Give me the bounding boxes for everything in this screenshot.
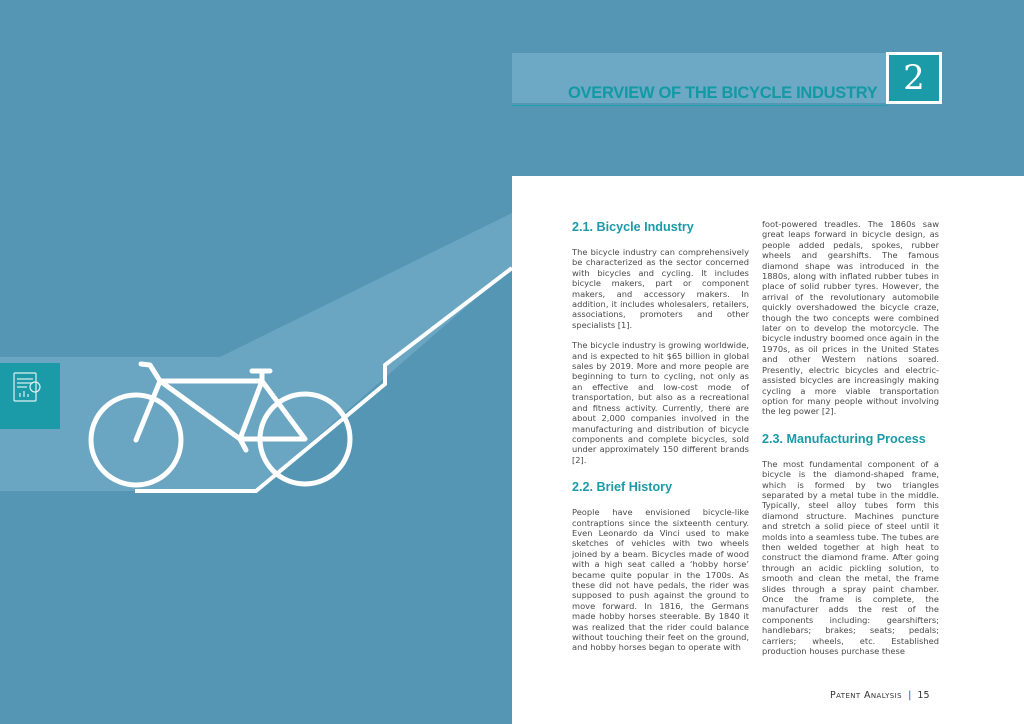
paragraph: foot-powered treadles. The 1860s saw great leaps forward in bicycle design, as people added pedals, spokes, rubber wheels and gearshifts. The famous diamond shape was introduced in the 1880s, along with inflated rubber tubes in place of solid rubber tyres. However, the arrival of the revolutionary automobile quickly overshadowed the bicycle craze, though the two concepts were combined later on to develop the motorcycle. The bicycle industry boomed once again in the 1970s, as oil prices in the United States and other Western nations soared. Presently, electric bicycles and electric-assisted bicycles are increasingly making cycling a more viable transportation option for many people without involving the leg power [2]. [762, 219, 939, 417]
section-heading-manufacturing-process: 2.3. Manufacturing Process [762, 431, 926, 446]
footer-separator: | [907, 690, 912, 701]
paragraph: The most fundamental component of a bicycle is the diamond-shaped frame, which is formed by two triangles separated by a metal tube in the middle. Typically, steel alloy tubes form this diamond structure. Machines puncture and stretch a solid piece of steel until it molds into a seamless tube. The tubes are then welded together at high heat to construct the diamond frame. After going through an acidic pickling solution, to smooth and clean the metal, the frame slides through a spray paint chamber. Once the frame is complete, the manufacturer adds the rest of the components including: gearshifters; handlebars; brakes; seats; pedals; carriers; wheels, etc. Established production houses purchase these [762, 458, 939, 657]
footer-label: Patent Analysis [830, 690, 902, 701]
chapter-title-rule [512, 105, 887, 106]
chapter-number-badge: 2 [886, 52, 942, 104]
text-column-right [762, 219, 939, 666]
paragraph: People have envisioned bicycle-like contraptions since the sixteenth century. Even Leonardo da Vinci used to make sketches of vehicles with two wheels joined by a beam. Bicycles made of wood with a high seat called a ‘hobby horse’ became quite popular in the 1700s. As these did not have pedals, the rider was supposed to push against the ground to move forward. In 1816, the Germans made hobby horses steerable. By 1840 it was realized that the rider could balance without touching their feet on the ground, and hobby horses began to operate with [572, 507, 749, 653]
page-footer [830, 690, 930, 701]
section-heading-brief-history: 2.2. Brief History [572, 480, 673, 495]
page-number: 15 [917, 690, 930, 701]
road-band [0, 213, 512, 491]
paragraph: The bicycle industry can comprehensively be characterized as the sector concerned with bicycles and cycling. It includes bicycle makers, part or component makers, and accessory makers. In addition, it includes wholesalers, retailers, associations, promoters and other specialists [1]. [572, 247, 749, 330]
section-heading-bicycle-industry: 2.1. Bicycle Industry [572, 220, 694, 234]
chapter-title: OVERVIEW OF THE BICYCLE INDUSTRY [568, 84, 878, 102]
paragraph: The bicycle industry is growing worldwide, and is expected to hit $65 billion in global sales by 2019. More and more people are beginning to turn to cycling, not only as an effective and low-cost mode of transportation, but also as a recreational and fitness activity. Currently, there are about 2,000 companies involved in the manufacturing and distribution of bicycle components and complete bicycles, sold under approximately 150 different brands [2]. [572, 340, 749, 465]
text-column-left [572, 219, 749, 663]
